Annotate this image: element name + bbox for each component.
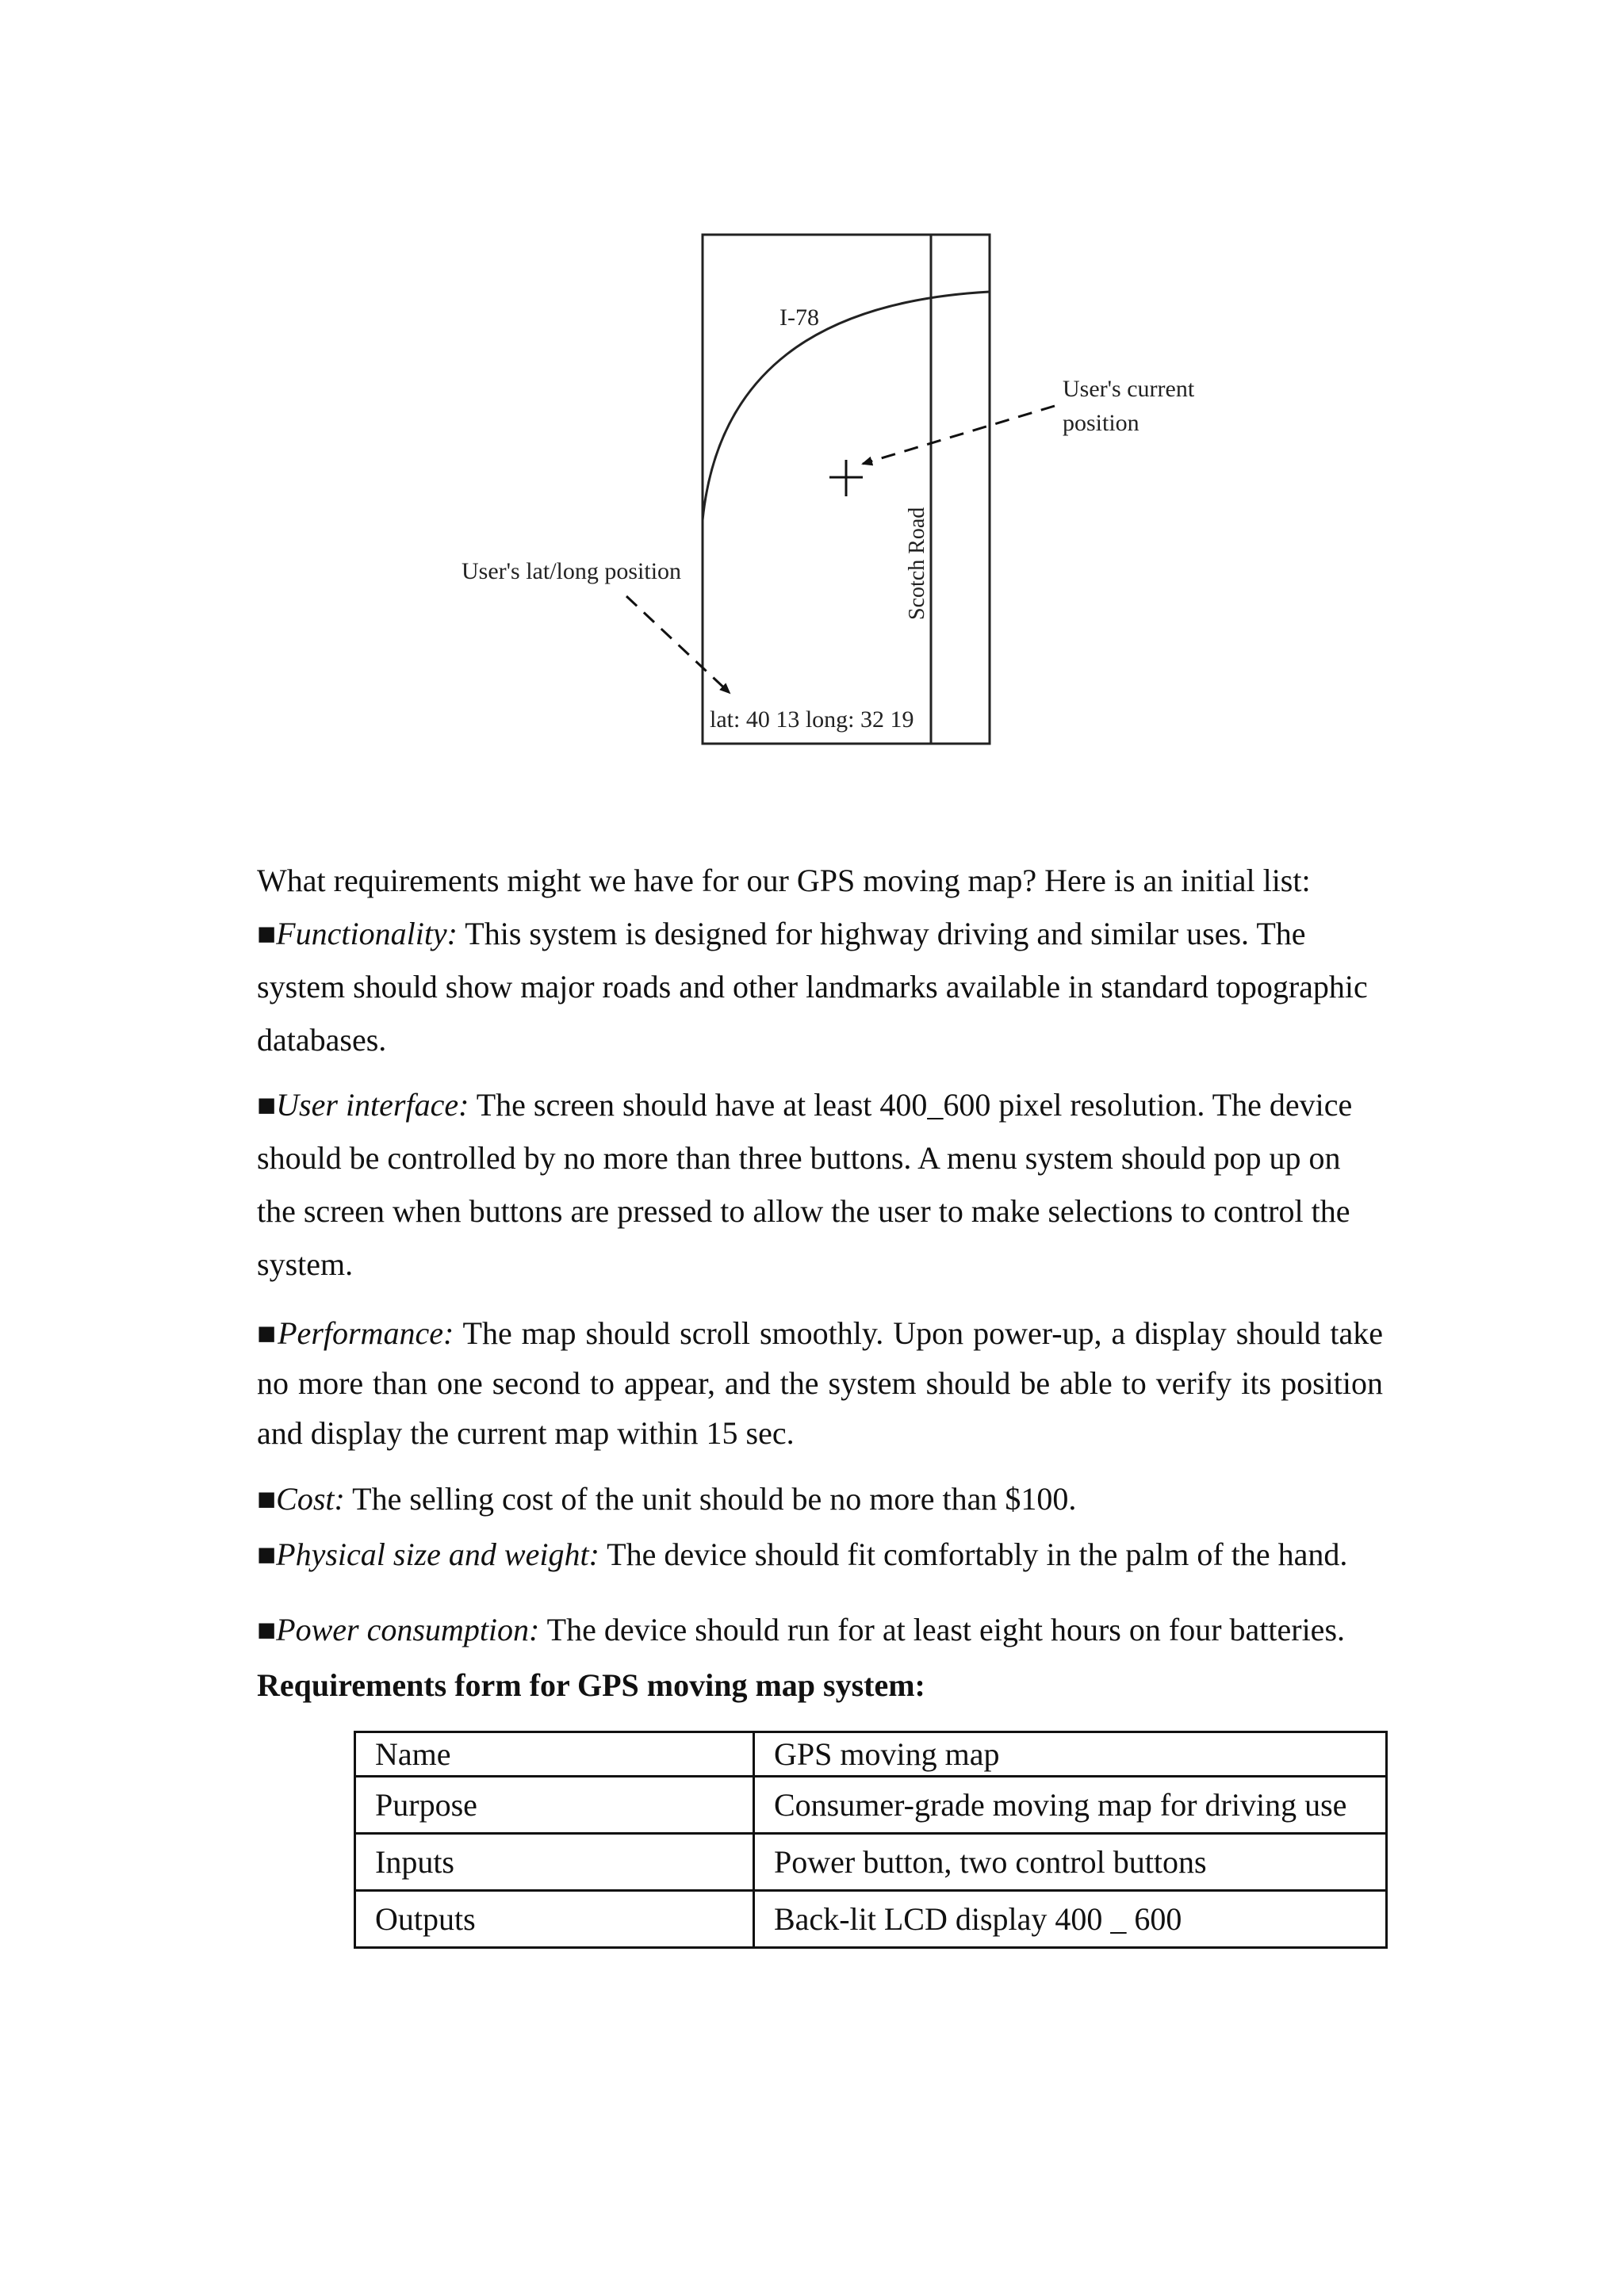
requirement-text: The selling cost of the unit should be no more than $100.	[344, 1481, 1077, 1517]
table-row	[355, 1891, 1387, 1948]
requirement-text: The map should scroll smoothly. Upon power-up, a display should take no more than one second to appear, and the system should be able to verify its position and display the current map within 15 sec.	[257, 1315, 1383, 1451]
row-label: Outputs	[355, 1891, 754, 1948]
gps-map-figure	[0, 0, 1624, 793]
form-heading: Requirements form for GPS moving map system:	[257, 1667, 925, 1703]
latlong-label: User's lat/long position	[462, 558, 682, 584]
table-row	[355, 1834, 1387, 1891]
requirement-cost	[257, 1472, 1383, 1525]
requirement-term: Functionality:	[276, 916, 458, 951]
current-position-arrow	[863, 406, 1055, 464]
requirement-physical-size	[257, 1528, 1399, 1581]
bullet-icon: ■	[257, 1087, 277, 1123]
i78-label: I-78	[779, 304, 819, 331]
requirement-term: User interface:	[276, 1087, 469, 1123]
map-diagram	[0, 0, 1624, 793]
scotch-road-label: Scotch Road	[905, 507, 929, 620]
row-label: Name	[355, 1732, 754, 1777]
latlong-position-arrow	[626, 596, 730, 693]
bullet-icon: ■	[257, 1315, 278, 1351]
intro-paragraph: What requirements might we have for our GPS moving map? Here is an initial list:	[257, 863, 1311, 898]
table-row	[355, 1777, 1387, 1834]
requirement-functionality	[257, 907, 1383, 1066]
requirement-power	[257, 1603, 1399, 1656]
requirement-text: The device should run for at least eight hours on four batteries.	[539, 1612, 1346, 1647]
coordinate-readout: lat: 40 13 long: 32 19	[710, 706, 914, 733]
requirements-form-table	[354, 1731, 1388, 1949]
requirement-term: Cost:	[276, 1481, 345, 1517]
row-label: Purpose	[355, 1777, 754, 1834]
requirement-user-interface	[257, 1078, 1383, 1291]
row-value: GPS moving map	[754, 1732, 1387, 1777]
crosshair-icon	[829, 460, 863, 496]
table-row	[355, 1732, 1387, 1777]
bullet-icon: ■	[257, 1481, 277, 1517]
row-value: Consumer-grade moving map for driving use	[754, 1777, 1387, 1834]
row-label: Inputs	[355, 1834, 754, 1891]
requirement-text: The screen should have at least 400_600 pixel resolution. The device should be controlled by no more than three buttons. A menu system should pop up on the screen when buttons are pressed to allow the user to make selections to control the system.	[257, 1087, 1353, 1282]
requirement-term: Physical size and weight:	[276, 1536, 599, 1572]
bullet-icon: ■	[257, 1536, 277, 1572]
requirement-term: Performance:	[278, 1315, 454, 1351]
bullet-icon: ■	[257, 916, 277, 951]
row-value: Power button, two control buttons	[754, 1834, 1387, 1891]
requirement-term: Power consumption:	[276, 1612, 540, 1647]
bullet-icon: ■	[257, 1612, 277, 1647]
current-position-label: User's current	[1063, 376, 1195, 402]
requirement-text: This system is designed for highway driving and similar uses. The system should show major roads and other landmarks available in standard topographic databases.	[257, 916, 1368, 1058]
requirement-text: The device should fit comfortably in the palm of the hand.	[599, 1536, 1348, 1572]
current-position-label-2: position	[1063, 410, 1139, 436]
requirement-performance	[257, 1308, 1383, 1458]
row-value: Back-lit LCD display 400 _ 600	[754, 1891, 1387, 1948]
